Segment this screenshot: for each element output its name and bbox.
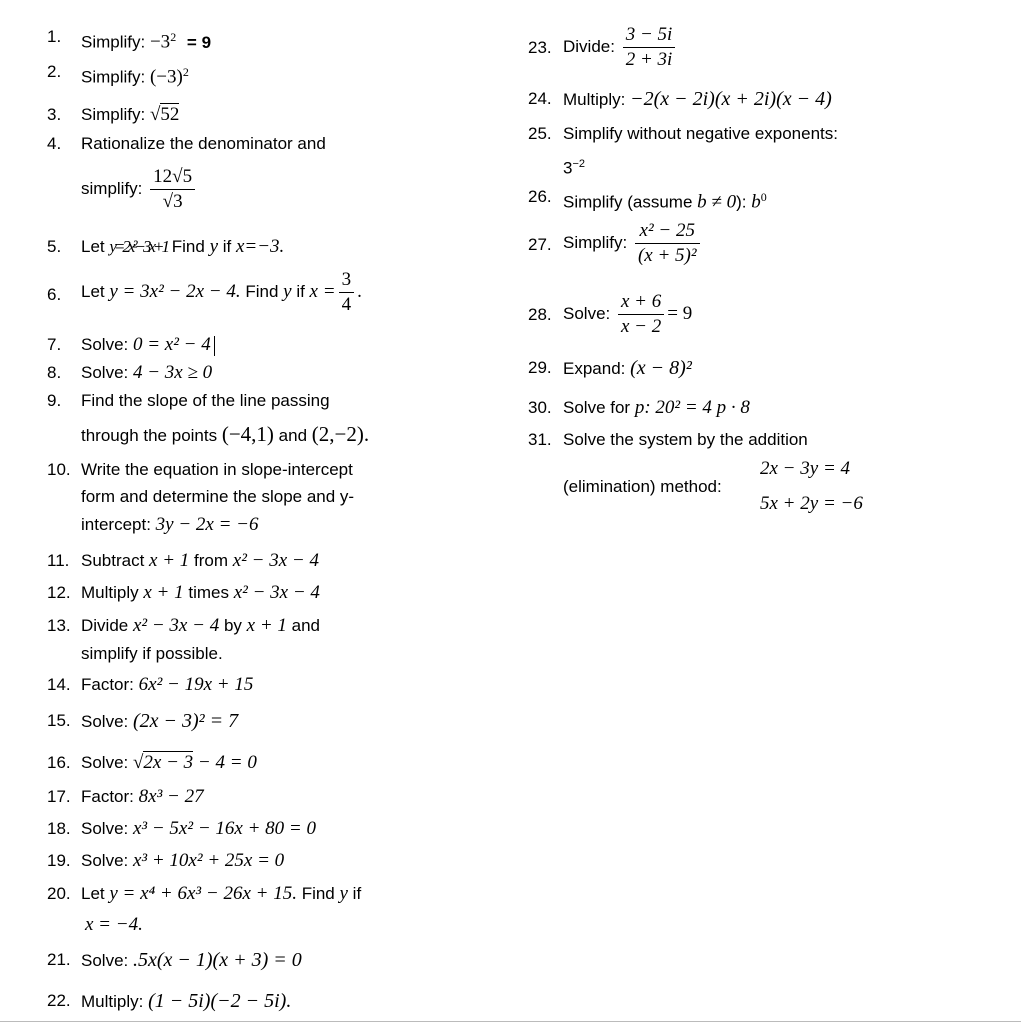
if-text: if (222, 237, 232, 256)
problem-19 (47, 850, 285, 872)
problem-9 (47, 390, 330, 412)
problem-number: 3. (47, 105, 62, 124)
problem-text: Divide (81, 616, 129, 635)
problem-number: 15. (47, 711, 71, 730)
problem-number: 12. (47, 583, 71, 602)
variable: y (339, 883, 348, 904)
inequality: 4 − 3x ≥ 0 (132, 362, 213, 383)
period: . (357, 280, 362, 302)
fraction (618, 290, 664, 339)
denominator: 4 (341, 294, 352, 315)
problem-text: by (223, 616, 242, 635)
point-1: (−4,1) (221, 422, 274, 446)
expression-1: x + 1 (149, 550, 190, 571)
problem-number: 14. (47, 675, 71, 694)
problem-label: Multiply: (563, 90, 626, 109)
problem-number: 19. (47, 851, 71, 870)
numerator: x + 6 (618, 290, 664, 315)
problem-21 (47, 949, 302, 971)
expression: 6x² − 19x + 15 (138, 674, 254, 695)
problem-number: 24. (528, 89, 552, 108)
problem-17 (47, 786, 204, 808)
problem-text: (elimination) method: (563, 477, 722, 496)
problem-number: 17. (47, 787, 71, 806)
problem-text: Solve the system by the addition (563, 430, 808, 449)
problem-number: 20. (47, 884, 71, 903)
problem-18 (47, 818, 316, 840)
problem-label: Let (81, 281, 105, 301)
problem-label: Solve: (81, 819, 129, 838)
problem-number: 11. (47, 551, 70, 570)
problem-number: 21. (47, 950, 71, 969)
problem-label: Simplify: (81, 105, 146, 124)
problem-label: Factor: (81, 675, 134, 694)
problem-number: 31. (528, 430, 552, 449)
problem-label: Solve: (563, 303, 611, 323)
problem-6 (47, 269, 362, 315)
problem-text: from (194, 551, 229, 570)
problem-text: Rationalize the denominator and (81, 134, 326, 153)
equation: y = 3x² − 2x − 4. (109, 280, 241, 302)
problem-label: simplify: (81, 178, 143, 198)
problem-label: Solve: (81, 851, 129, 870)
problem-label: Factor: (81, 787, 134, 806)
problem-22 (47, 990, 292, 1012)
problem-14 (47, 674, 254, 696)
problem-number: 18. (47, 819, 71, 838)
point-2: (2,−2). (311, 422, 370, 446)
problem-label: Expand: (563, 359, 626, 378)
problem-23 (528, 24, 673, 70)
problem-text: Multiply (81, 583, 139, 602)
problem-5 (47, 236, 285, 258)
problem-text: times (188, 583, 229, 602)
problem-24 (528, 88, 832, 110)
exponent: 0 (760, 190, 767, 204)
numerator: 3 − 5i (623, 23, 676, 48)
bottom-divider (0, 1021, 1021, 1022)
expression: 8x³ − 27 (138, 786, 204, 807)
problem-number: 26. (528, 187, 552, 206)
numerator: x² − 25 (635, 219, 700, 244)
problem-number: 7. (47, 335, 62, 354)
base: 3 (563, 158, 573, 178)
find-text: Find (245, 281, 279, 301)
expression: (x − 8)² (630, 357, 692, 379)
problem-number: 29. (528, 358, 552, 377)
problem-28 (528, 291, 693, 337)
problem-number: 28. (528, 305, 552, 324)
find-text: Find (171, 237, 205, 256)
problem-label: Solve: (81, 712, 129, 731)
fraction (339, 268, 355, 317)
fraction (623, 23, 676, 72)
problem-2 (47, 61, 189, 88)
problem-4 (47, 133, 326, 155)
problem-number: 22. (47, 991, 71, 1010)
problem-number: 4. (47, 134, 62, 153)
denominator: (x + 5)² (637, 245, 697, 266)
problem-27 (528, 220, 697, 266)
equation: y=2x²−3x+1 (109, 237, 168, 256)
answer: = 9 (186, 32, 212, 52)
equation-1: 2x − 3y = 4 (760, 458, 851, 479)
condition: b ≠ 0 (697, 191, 737, 213)
if-text: if (296, 281, 305, 301)
problem-7 (47, 334, 211, 356)
problem-label: Simplify: (81, 32, 146, 52)
variable: y (283, 280, 292, 302)
expression: −2(x − 2i)(x + 2i)(x − 4) (630, 88, 832, 110)
problem-label: Solve: (81, 753, 129, 772)
equation-rest: = 9 (667, 302, 693, 324)
problem-9-line-2 (81, 423, 369, 447)
problem-label: Simplify: (563, 232, 628, 252)
variable: y (209, 236, 219, 257)
denominator: x − 2 (620, 316, 662, 337)
problem-25-line-2 (563, 153, 585, 180)
condition: x = −4. (85, 914, 143, 935)
problem-number: 16. (47, 753, 71, 772)
variable: p: (634, 397, 651, 418)
equation: x³ + 10x² + 25x = 0 (132, 850, 285, 871)
denominator: √3 (162, 191, 183, 212)
problem-11 (47, 550, 319, 572)
problem-label: Solve for (563, 398, 631, 417)
problem-label: Solve: (81, 335, 129, 354)
problem-label: Let (81, 237, 105, 256)
problem-label: Simplify without negative exponents: (563, 124, 838, 143)
equation: x³ − 5x² − 16x + 80 = 0 (132, 818, 316, 839)
radical-sign: √ (149, 104, 161, 125)
problem-number: 30. (528, 398, 552, 417)
problem-text: and (291, 616, 321, 635)
equation-2: 5x + 2y = −6 (760, 493, 863, 514)
exponent: −2 (572, 158, 586, 170)
exponent: 2 (182, 65, 189, 79)
problem-26 (528, 186, 767, 213)
problem-31 (528, 429, 808, 451)
if-text: if (352, 884, 362, 903)
problem-number: 9. (47, 391, 62, 410)
fraction (150, 165, 195, 214)
problem-number: 8. (47, 363, 62, 382)
radicand: 2x − 3 (143, 752, 194, 773)
problem-13 (47, 615, 321, 637)
problem-12 (47, 582, 320, 604)
expression-2: x + 1 (246, 615, 287, 636)
expression: b (751, 191, 761, 213)
numerator: 12√5 (150, 165, 195, 190)
problem-number: 5. (47, 237, 62, 256)
problem-10 (47, 459, 353, 481)
problem-3 (47, 104, 180, 126)
condition: x=−3. (235, 236, 285, 257)
problem-label: Solve: (81, 363, 129, 382)
radical-sign: √ (132, 752, 144, 773)
expression-2: x² − 3x − 4 (233, 582, 320, 603)
problem-29 (528, 357, 692, 379)
equation: 0 = x² − 4 (132, 334, 211, 355)
condition: x = (309, 280, 336, 302)
find-text: Find (301, 884, 335, 903)
system-equation-1 (760, 458, 850, 480)
problem-label: Solve: (81, 951, 129, 970)
expression-1: x + 1 (143, 582, 184, 603)
denominator: 2 + 3i (625, 49, 673, 70)
problem-number: 23. (528, 38, 552, 57)
problem-label: Simplify (assume (563, 192, 693, 212)
problem-1 (47, 26, 212, 53)
problem-20 (47, 883, 362, 905)
equation: y = x⁴ + 6x³ − 26x + 15. (109, 883, 297, 904)
problem-10-line-2 (81, 486, 354, 508)
radicand: 52 (160, 104, 180, 125)
problem-number: 13. (47, 616, 71, 635)
problem-15 (47, 710, 239, 732)
problem-30 (528, 397, 750, 419)
problem-16 (47, 752, 257, 774)
numerator: 3 (339, 268, 355, 293)
expression: (−3) (149, 66, 183, 88)
and-text: and (278, 426, 308, 445)
problem-25 (528, 123, 838, 145)
problem-number: 27. (528, 235, 552, 254)
problem-text: Find the slope of the line passing (81, 391, 330, 410)
equation: 3y − 2x = −6 (155, 514, 259, 535)
problem-text: simplify if possible. (81, 644, 223, 663)
problem-number: 1. (47, 27, 62, 46)
problem-text: Subtract (81, 551, 145, 570)
problem-10-line-3 (81, 514, 259, 536)
problem-label: Simplify: (81, 67, 146, 87)
problem-4-line-2 (81, 165, 198, 214)
problem-number: 6. (47, 285, 62, 304)
problem-label: Divide: (563, 36, 615, 56)
problem-number: 25. (528, 124, 552, 143)
problem-8 (47, 362, 213, 384)
problem-31-line-2 (563, 476, 722, 498)
expression-2: x² − 3x − 4 (232, 550, 319, 571)
equation: .5x(x − 1)(x + 3) = 0 (132, 949, 302, 971)
expression: (1 − 5i)(−2 − 5i). (148, 990, 292, 1012)
fraction (635, 219, 700, 268)
problem-text: form and determine the slope and y- (81, 487, 355, 506)
expression-1: x² − 3x − 4 (132, 615, 220, 636)
problem-label: Let (81, 884, 105, 903)
problem-text: through the points (81, 426, 218, 445)
problem-20-line-2 (85, 914, 143, 936)
problem-number: 10. (47, 460, 71, 479)
exponent: 2 (170, 30, 177, 44)
problem-number: 2. (47, 62, 62, 81)
problem-label: Multiply: (81, 992, 144, 1011)
problem-text: Write the equation in slope-intercept (81, 460, 353, 479)
expression: −3 (149, 31, 171, 53)
problem-text: intercept: (81, 515, 151, 534)
equation: (2x − 3)² = 7 (132, 710, 239, 732)
problem-13-line-2 (81, 643, 223, 665)
close-paren: ): (736, 192, 747, 212)
text-cursor (214, 336, 215, 356)
equation: 20² = 4 p · 8 (655, 397, 750, 418)
equation-rest: − 4 = 0 (197, 752, 257, 773)
system-equation-2 (760, 493, 863, 515)
